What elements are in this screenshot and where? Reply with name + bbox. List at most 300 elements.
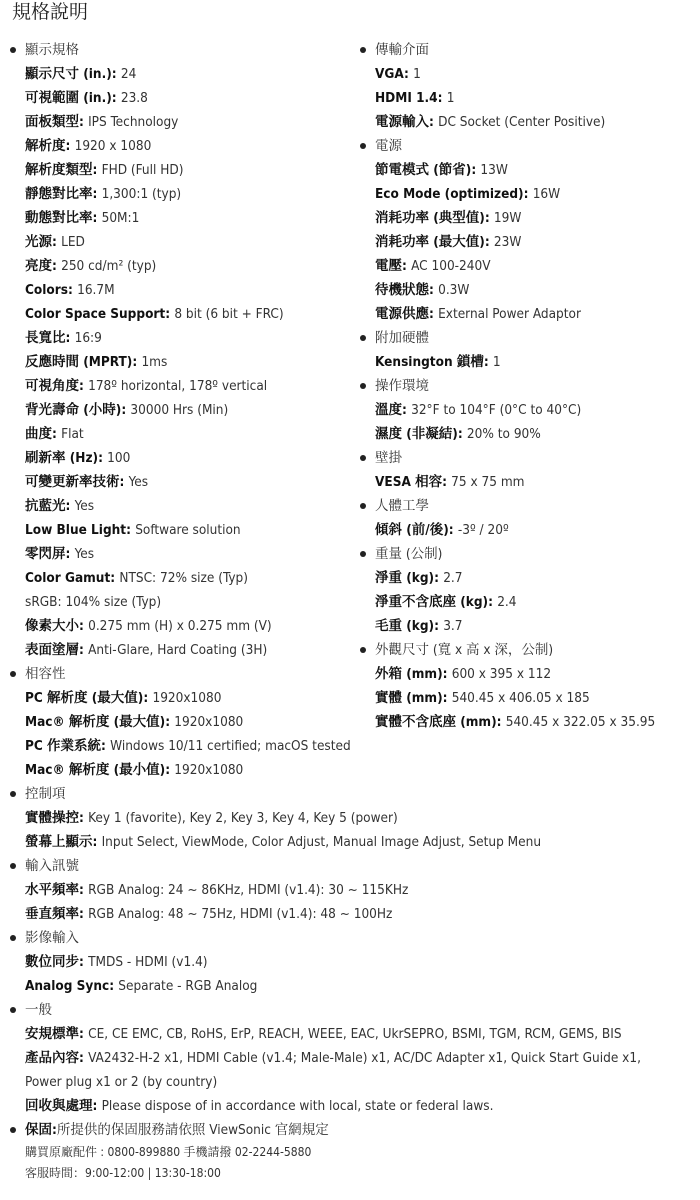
spec-value: sRGB: 104% size (Typ) — [25, 594, 162, 610]
spec-row — [8, 470, 368, 494]
section-title: 附加硬體 — [375, 330, 429, 346]
spec-row — [8, 710, 368, 734]
spec-section — [8, 1118, 368, 1184]
spec-key: 消耗功率 (最大值) — [375, 234, 485, 250]
key-separator: : — [110, 570, 120, 586]
spec-key: 水平頻率 — [25, 882, 79, 898]
key-separator: : — [429, 282, 439, 298]
spec-key: 安規標準 — [25, 1026, 79, 1042]
key-separator: : — [437, 90, 447, 106]
spec-key: 像素大小 — [25, 618, 79, 634]
spec-row — [8, 230, 368, 254]
spec-value: Anti-Glare, Hard Coating (3H) — [88, 642, 268, 658]
spec-value: 1920 x 1080 — [74, 138, 152, 154]
key-separator: : — [79, 906, 89, 922]
spec-value: 600 x 395 x 112 — [451, 666, 552, 682]
key-separator: : — [98, 450, 108, 466]
spec-row — [358, 62, 700, 86]
spec-row — [358, 398, 700, 422]
bullet-icon — [10, 47, 16, 53]
section-title: 一般 — [25, 1002, 52, 1018]
spec-value: Yes — [74, 546, 95, 562]
section-title: 影像輸入 — [25, 930, 79, 946]
spec-key: 曲度 — [25, 426, 52, 442]
key-separator: : — [109, 978, 119, 994]
spec-row — [8, 806, 398, 830]
spec-row — [8, 974, 368, 998]
section-title: 相容性 — [25, 666, 66, 682]
spec-section — [8, 782, 542, 854]
spec-key: HDMI 1.4 — [375, 90, 438, 106]
spec-value: Please dispose of in accordance with local, state or federal laws. — [101, 1098, 494, 1114]
key-separator: : — [404, 66, 414, 82]
spec-key: Color Gamut — [25, 570, 111, 586]
key-separator: : — [92, 1098, 102, 1114]
spec-key: 螢幕上顯示 — [25, 834, 93, 850]
spec-value: 75 x 75 mm — [451, 474, 525, 490]
spec-value: 540.45 x 406.05 x 185 — [451, 690, 590, 706]
section-title: 顯示規格 — [25, 42, 79, 58]
spec-key: 動態對比率 — [25, 210, 93, 226]
service-note: 客服時間：9:00-12:00 | 13:30-18:00 — [25, 1166, 221, 1180]
service-note: 購買原廠配件 : 0800-899880 手機請撥 02-2244-5880 — [25, 1145, 312, 1159]
spec-value: RGB Analog: 48 ~ 75Hz, HDMI (v1.4): 48 ~ 100Hz — [88, 906, 393, 922]
spec-key: Eco Mode (optimized) — [375, 186, 524, 202]
key-separator: : — [111, 66, 121, 82]
spec-value: 2.7 — [443, 570, 463, 586]
spec-section — [358, 326, 700, 374]
spec-row — [8, 518, 368, 542]
spec-row — [8, 830, 542, 854]
key-separator: : — [52, 234, 62, 250]
bullet-icon — [10, 1127, 16, 1133]
spec-key: 實體操控 — [25, 810, 79, 826]
spec-row — [8, 206, 368, 230]
spec-section — [358, 38, 700, 134]
spec-section — [358, 374, 700, 446]
key-separator: : — [143, 690, 153, 706]
spec-value: LED — [61, 234, 85, 250]
section-title: 操作環境 — [375, 378, 429, 394]
spec-section — [358, 446, 700, 494]
spec-row — [8, 734, 368, 758]
spec-value: NTSC: 72% size (Typ) — [119, 570, 248, 586]
key-separator: : — [484, 234, 494, 250]
spec-row — [358, 470, 700, 494]
spec-value: AC 100-240V — [411, 258, 491, 274]
key-separator: : — [165, 762, 175, 778]
spec-key: VESA 相容 — [375, 474, 443, 490]
key-separator: : — [496, 714, 506, 730]
key-separator: : — [92, 210, 102, 226]
spec-value: DC Socket (Center Positive) — [438, 114, 606, 130]
spec-row — [8, 1094, 494, 1118]
spec-value: 50M:1 — [101, 210, 140, 226]
spec-value: 13W — [480, 162, 508, 178]
spec-key: 可視角度 — [25, 378, 79, 394]
key-separator: : — [119, 474, 129, 490]
spec-value: 2.4 — [497, 594, 517, 610]
spec-key: 淨重 (kg) — [375, 570, 435, 586]
section-heading — [8, 782, 368, 806]
key-separator: : — [471, 162, 481, 178]
bullet-icon — [360, 551, 366, 557]
spec-row — [358, 590, 700, 614]
key-separator: : — [79, 954, 89, 970]
bullet-icon — [10, 863, 16, 869]
spec-value: 1,300:1 (typ) — [101, 186, 182, 202]
spec-row — [358, 710, 700, 734]
spec-row — [358, 350, 700, 374]
spec-value: 100 — [107, 450, 131, 466]
key-separator: : — [484, 210, 494, 226]
spec-key: 實體不含底座 (mm) — [375, 714, 497, 730]
spec-key: 零閃屏 — [25, 546, 66, 562]
spec-row — [8, 374, 368, 398]
bullet-icon — [360, 143, 366, 149]
spec-value: 1 — [492, 354, 501, 370]
spec-key: PC 解析度 (最大值) — [25, 690, 144, 706]
key-separator: : — [429, 306, 439, 322]
spec-row — [8, 134, 368, 158]
key-separator: : — [79, 114, 89, 130]
spec-key: 反應時間 (MPRT) — [25, 354, 133, 370]
spec-key: PC 作業系統 — [25, 738, 102, 754]
key-separator: : — [65, 546, 75, 562]
spec-row — [358, 422, 700, 446]
key-separator: : — [442, 690, 452, 706]
section-heading — [358, 374, 700, 398]
spec-row — [358, 518, 700, 542]
spec-key: 可視範圍 (in.) — [25, 90, 112, 106]
spec-row — [358, 662, 700, 686]
spec-value: 23W — [493, 234, 522, 250]
spec-row — [8, 86, 368, 110]
spec-key: 刷新率 (Hz) — [25, 450, 99, 466]
spec-row — [8, 158, 368, 182]
spec-value: External Power Adaptor — [438, 306, 581, 322]
spec-value: 32°F to 104°F (0°C to 40°C) — [411, 402, 582, 418]
key-separator: : — [429, 114, 439, 130]
bullet-icon — [360, 47, 366, 53]
section-heading — [358, 38, 700, 62]
bullet-icon — [360, 647, 366, 653]
spec-row — [8, 494, 368, 518]
spec-value: 1920x1080 — [174, 714, 244, 730]
spec-key: 節電模式 (節省) — [375, 162, 472, 178]
key-separator: : — [402, 258, 412, 274]
spec-section — [8, 926, 368, 998]
section-title: 電源 — [375, 138, 402, 154]
spec-row — [8, 950, 368, 974]
key-separator: : — [488, 594, 498, 610]
section-title: 人體工學 — [375, 498, 429, 514]
spec-value: 8 bit (6 bit + FRC) — [174, 306, 284, 322]
right-spec-column — [358, 38, 700, 734]
spec-key: Kensington 鎖槽 — [375, 354, 484, 370]
spec-value: Windows 10/11 certified; macOS tested — [110, 738, 351, 754]
section-title: 控制項 — [25, 786, 66, 802]
spec-row — [8, 878, 409, 902]
key-separator: : — [165, 306, 175, 322]
key-separator: : — [92, 834, 102, 850]
key-separator: : — [65, 330, 75, 346]
spec-key: Mac® 解析度 (最大值) — [25, 714, 166, 730]
key-separator: : — [68, 282, 78, 298]
key-separator: : — [79, 618, 89, 634]
spec-key: Colors — [25, 282, 68, 298]
section-heading — [358, 638, 700, 662]
spec-value: 250 cd/m² (typ) — [61, 258, 157, 274]
section-heading — [358, 326, 700, 350]
spec-key: Low Blue Light — [25, 522, 127, 538]
section-heading — [358, 446, 700, 470]
section-heading — [8, 1118, 368, 1142]
spec-key: 背光壽命 (小時) — [25, 402, 122, 418]
bullet-icon — [10, 791, 16, 797]
spec-key: Mac® 解析度 (最小值) — [25, 762, 166, 778]
spec-section — [8, 662, 368, 782]
spec-value: -3º / 20º — [457, 522, 509, 538]
section-key: 保固 — [25, 1122, 52, 1138]
spec-key: 傾斜 (前/後) — [375, 522, 449, 538]
spec-row — [8, 326, 368, 350]
spec-value: 1920x1080 — [152, 690, 222, 706]
key-separator: : — [79, 1050, 89, 1066]
spec-key: 光源 — [25, 234, 52, 250]
spec-value: IPS Technology — [88, 114, 179, 130]
spec-value: RGB Analog: 24 ~ 86KHz, HDMI (v1.4): 30 ~ 115KHz — [88, 882, 409, 898]
key-separator: : — [52, 258, 62, 274]
key-separator: : — [126, 522, 136, 538]
section-heading — [8, 998, 368, 1022]
spec-value: 3.7 — [443, 618, 463, 634]
spec-row — [358, 254, 700, 278]
spec-row — [358, 86, 700, 110]
spec-key: 表面塗層 — [25, 642, 79, 658]
spec-value: Yes — [74, 498, 95, 514]
section-value: 所提供的保固服務請依照 ViewSonic 官網規定 — [56, 1122, 329, 1138]
spec-key: 溫度 — [375, 402, 402, 418]
spec-row — [8, 446, 368, 470]
spec-value: 16.7M — [77, 282, 115, 298]
spec-key: 毛重 (kg) — [375, 618, 435, 634]
spec-value: Software solution — [135, 522, 241, 538]
spec-value: 16W — [532, 186, 561, 202]
key-separator: : — [483, 354, 493, 370]
spec-row — [8, 1046, 665, 1094]
spec-key: 數位同步 — [25, 954, 79, 970]
bullet-icon — [10, 671, 16, 677]
spec-key: 亮度 — [25, 258, 52, 274]
spec-value: 1 — [446, 90, 455, 106]
spec-key: 解析度類型 — [25, 162, 93, 178]
spec-key: 可變更新率技術 — [25, 474, 120, 490]
spec-key: 外箱 (mm) — [375, 666, 443, 682]
spec-key: 電源供應 — [375, 306, 429, 322]
section-title: 壁掛 — [375, 450, 402, 466]
spec-value: 20% to 90% — [466, 426, 541, 442]
spec-row — [8, 566, 368, 590]
spec-row — [358, 302, 700, 326]
key-separator: : — [165, 714, 175, 730]
spec-row — [358, 110, 700, 134]
key-separator: : — [65, 138, 75, 154]
spec-value: 1920x1080 — [174, 762, 244, 778]
spec-value: Yes — [128, 474, 149, 490]
spec-key: 淨重不含底座 (kg) — [375, 594, 489, 610]
spec-value: FHD (Full HD) — [101, 162, 184, 178]
spec-section — [8, 38, 368, 662]
section-title: 外觀尺寸 (寬 x 高 x 深，公制) — [375, 642, 554, 658]
section-title: 傳輸介面 — [375, 42, 429, 58]
spec-key: 產品內容 — [25, 1050, 79, 1066]
spec-key: 面板類型 — [25, 114, 79, 130]
spec-key: 電壓 — [375, 258, 402, 274]
spec-key: 消耗功率 (典型值) — [375, 210, 485, 226]
spec-row — [8, 302, 368, 326]
spec-row — [8, 1022, 622, 1046]
spec-row — [8, 254, 368, 278]
spec-row — [8, 590, 368, 614]
key-separator: : — [442, 474, 452, 490]
spec-value: 23.8 — [120, 90, 148, 106]
spec-key: 電源輸入 — [375, 114, 429, 130]
key-separator: : — [79, 378, 89, 394]
spec-value: Separate - RGB Analog — [118, 978, 258, 994]
spec-key: 實體 (mm) — [375, 690, 443, 706]
spec-key: 回收與處理 — [25, 1098, 93, 1114]
spec-row — [8, 686, 368, 710]
spec-value: VA2432-H-2 x1, HDMI Cable (v1.4; Male-Male) x1, AC/DC Adapter x1, Quick Start Guide x1, Power plug x1 or 2 (by country) — [25, 1050, 641, 1090]
bullet-icon — [360, 335, 366, 341]
key-separator: : — [65, 498, 75, 514]
spec-value: 540.45 x 322.05 x 35.95 — [505, 714, 656, 730]
section-heading — [8, 926, 368, 950]
spec-row — [8, 278, 368, 302]
spec-key: Color Space Support — [25, 306, 166, 322]
bullet-icon — [10, 1007, 16, 1013]
spec-row — [8, 398, 368, 422]
spec-section — [358, 134, 700, 326]
spec-value: TMDS - HDMI (v1.4) — [88, 954, 208, 970]
spec-value: 30000 Hrs (Min) — [130, 402, 229, 418]
key-separator: : — [79, 882, 89, 898]
spec-value: CE, CE EMC, CB, RoHS, ErP, REACH, WEEE, EAC, UkrSEPRO, BSMI, TGM, RCM, GEMS, BIS — [88, 1026, 622, 1042]
spec-value: 0.275 mm (H) x 0.275 mm (V) — [88, 618, 272, 634]
spec-section — [358, 638, 700, 734]
spec-key: 顯示尺寸 (in.) — [25, 66, 112, 82]
key-separator: : — [448, 522, 458, 538]
spec-key: 解析度 — [25, 138, 66, 154]
key-separator: : — [92, 186, 102, 202]
key-separator: : — [111, 90, 121, 106]
spec-value: Flat — [61, 426, 84, 442]
key-separator: : — [434, 618, 444, 634]
spec-value: 0.3W — [438, 282, 470, 298]
spec-row — [8, 62, 368, 86]
spec-row — [358, 158, 700, 182]
spec-value: Key 1 (favorite), Key 2, Key 3, Key 4, Key 5 (power) — [88, 810, 398, 826]
bullet-icon — [360, 503, 366, 509]
bullet-icon — [360, 455, 366, 461]
spec-row — [358, 206, 700, 230]
spec-key: 待機狀態 — [375, 282, 429, 298]
key-separator: : — [434, 570, 444, 586]
spec-row — [8, 350, 368, 374]
spec-key: 濕度 (非凝結) — [375, 426, 458, 442]
key-separator: : — [92, 162, 102, 178]
spec-key: 抗藍光 — [25, 498, 66, 514]
section-heading — [358, 494, 700, 518]
spec-row — [358, 686, 700, 710]
key-separator: : — [523, 186, 533, 202]
spec-value: 16:9 — [74, 330, 102, 346]
spec-row — [8, 542, 368, 566]
spec-row — [8, 182, 368, 206]
key-separator: : — [52, 426, 62, 442]
spec-value: 19W — [493, 210, 522, 226]
spec-value: 24 — [120, 66, 137, 82]
spec-key: 垂直頻率 — [25, 906, 79, 922]
spec-row — [8, 758, 368, 782]
bullet-icon — [360, 383, 366, 389]
key-separator: : — [457, 426, 467, 442]
spec-key: 長寬比 — [25, 330, 66, 346]
spec-key: Analog Sync — [25, 978, 110, 994]
spec-row — [8, 902, 393, 926]
section-title: 重量 (公制) — [375, 546, 443, 562]
key-separator: : — [79, 1026, 89, 1042]
bullet-icon — [10, 935, 16, 941]
spec-value: 1 — [413, 66, 421, 82]
key-separator: : — [132, 354, 142, 370]
spec-key: 靜態對比率 — [25, 186, 93, 202]
spec-row — [358, 566, 700, 590]
key-separator: : — [79, 642, 89, 658]
key-separator: : — [442, 666, 452, 682]
spec-value: Input Select, ViewMode, Color Adjust, Manual Image Adjust, Setup Menu — [101, 834, 542, 850]
key-separator: : — [101, 738, 111, 754]
spec-row — [358, 230, 700, 254]
spec-row — [8, 422, 368, 446]
spec-row — [358, 278, 700, 302]
section-heading — [8, 38, 368, 62]
spec-section — [8, 998, 641, 1118]
spec-value: 1ms — [141, 354, 168, 370]
page-title: 規格說明 — [12, 1, 89, 23]
key-separator: : — [52, 1122, 57, 1138]
section-heading — [358, 134, 700, 158]
section-heading — [8, 854, 368, 878]
spec-row — [8, 638, 368, 662]
spec-row — [8, 614, 368, 638]
spec-section — [358, 494, 700, 542]
spec-section — [358, 542, 700, 638]
spec-row — [358, 182, 700, 206]
spec-key: VGA — [375, 66, 405, 82]
section-heading — [358, 542, 700, 566]
key-separator: : — [402, 402, 412, 418]
spec-value: 178º horizontal, 178º vertical — [88, 378, 268, 394]
spec-row — [358, 614, 700, 638]
spec-row — [8, 110, 368, 134]
key-separator: : — [79, 810, 89, 826]
section-heading — [8, 662, 368, 686]
key-separator: : — [121, 402, 131, 418]
spec-section — [8, 854, 409, 926]
section-title: 輸入訊號 — [25, 858, 79, 874]
